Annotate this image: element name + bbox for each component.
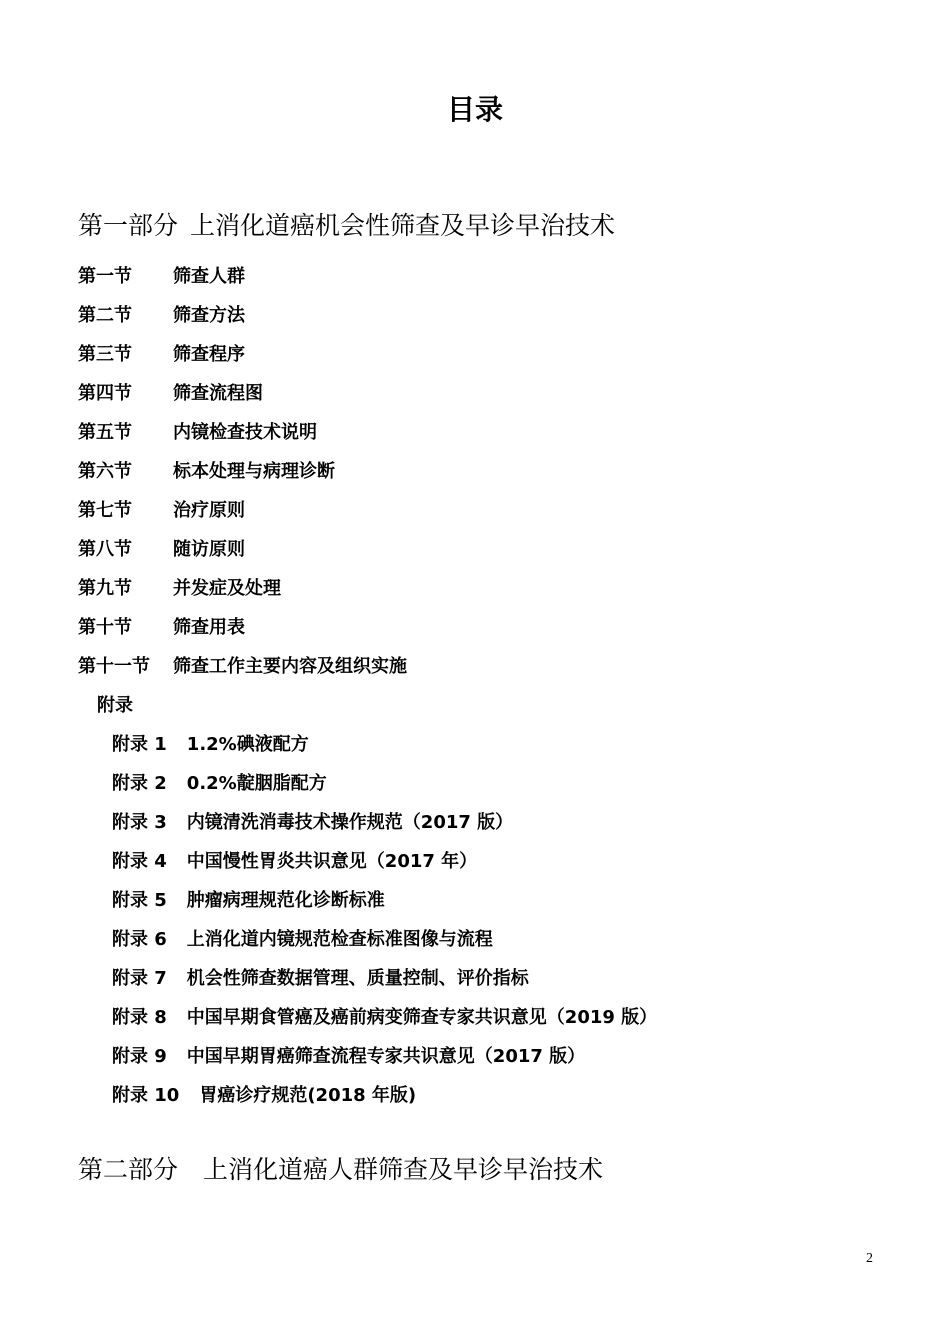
page-number: 2 [866, 1251, 873, 1266]
toc-section-item [78, 496, 407, 535]
appendix-title: 内镜清洗消毒技术操作规范（2017 版） [186, 812, 514, 833]
section-number: 第五节 [78, 422, 132, 443]
toc-section-item [78, 535, 407, 574]
section-number: 第六节 [78, 461, 132, 482]
appendix-number: 附录 8 [112, 1007, 167, 1028]
toc-section-item [78, 301, 407, 340]
toc-section-item [78, 262, 407, 301]
appendix-number: 附录 5 [112, 890, 167, 911]
section-number: 第一节 [78, 266, 132, 287]
toc-appendix-item [112, 847, 657, 886]
section-title: 内镜检查技术说明 [173, 422, 317, 443]
section-number: 第三节 [78, 344, 132, 365]
section-number: 第七节 [78, 500, 132, 521]
appendix-number: 附录 3 [112, 812, 167, 833]
toc-section-item [78, 379, 407, 418]
appendix-number: 附录 7 [112, 968, 167, 989]
toc-appendix-item [112, 1042, 657, 1081]
toc-appendix-item [112, 964, 657, 1003]
appendix-title: 0.2%靛胭脂配方 [186, 773, 327, 794]
toc-section-item [78, 418, 407, 457]
part-two-heading [78, 1154, 603, 1186]
toc-appendix-item [112, 808, 657, 847]
section-title: 随访原则 [173, 539, 245, 560]
section-number: 第九节 [78, 578, 132, 599]
section-title: 并发症及处理 [173, 578, 281, 599]
section-list [78, 262, 407, 691]
appendix-title: 中国早期胃癌筛查流程专家共识意见（2017 版） [186, 1046, 586, 1067]
appendix-title: 机会性筛查数据管理、质量控制、评价指标 [186, 968, 529, 989]
toc-section-item [78, 613, 407, 652]
section-title: 筛查人群 [173, 266, 245, 287]
appendix-list [112, 730, 657, 1120]
part-one-heading [78, 210, 615, 242]
toc-section-item [78, 574, 407, 613]
toc-section-item [78, 652, 407, 691]
section-number: 第四节 [78, 383, 132, 404]
toc-appendix-item [112, 1003, 657, 1042]
appendix-title: 中国慢性胃炎共识意见（2017 年） [186, 851, 478, 872]
section-number: 第十一节 [78, 656, 150, 677]
appendix-heading: 附录 [97, 695, 133, 716]
toc-appendix-item [112, 769, 657, 808]
toc-appendix-item [112, 886, 657, 925]
appendix-title: 肿瘤病理规范化诊断标准 [186, 890, 385, 911]
appendix-number: 附录 4 [112, 851, 167, 872]
appendix-number: 附录 2 [112, 773, 167, 794]
section-title: 筛查程序 [173, 344, 245, 365]
part-one-label: 第一部分 [78, 211, 179, 240]
toc-appendix-item [112, 730, 657, 769]
appendix-number: 附录 1 [112, 734, 167, 755]
section-title: 筛查用表 [173, 617, 245, 638]
appendix-number: 附录 9 [112, 1046, 167, 1067]
section-title: 筛查方法 [173, 305, 245, 326]
part-one-title: 上消化道癌机会性筛查及早诊早治技术 [190, 211, 616, 240]
part-two-title: 上消化道癌人群筛查及早诊早治技术 [203, 1155, 604, 1184]
toc-title: 目录 [446, 93, 503, 126]
toc-section-item [78, 457, 407, 496]
appendix-title: 胃癌诊疗规范(2018 年版) [199, 1085, 417, 1106]
section-number: 第十节 [78, 617, 132, 638]
toc-appendix-item [112, 925, 657, 964]
toc-section-item [78, 340, 407, 379]
section-number: 第二节 [78, 305, 132, 326]
section-title: 治疗原则 [173, 500, 245, 521]
appendix-number: 附录 6 [112, 929, 167, 950]
section-title: 标本处理与病理诊断 [173, 461, 335, 482]
section-number: 第八节 [78, 539, 132, 560]
section-title: 筛查工作主要内容及组织实施 [173, 656, 407, 677]
appendix-title: 中国早期食管癌及癌前病变筛查专家共识意见（2019 版） [186, 1007, 658, 1028]
appendix-number: 附录 10 [112, 1085, 180, 1106]
toc-appendix-item [112, 1081, 657, 1120]
appendix-title: 上消化道内镜规范检查标准图像与流程 [186, 929, 493, 950]
appendix-title: 1.2%碘液配方 [186, 734, 309, 755]
part-two-label: 第二部分 [78, 1155, 179, 1184]
section-title: 筛查流程图 [173, 383, 263, 404]
